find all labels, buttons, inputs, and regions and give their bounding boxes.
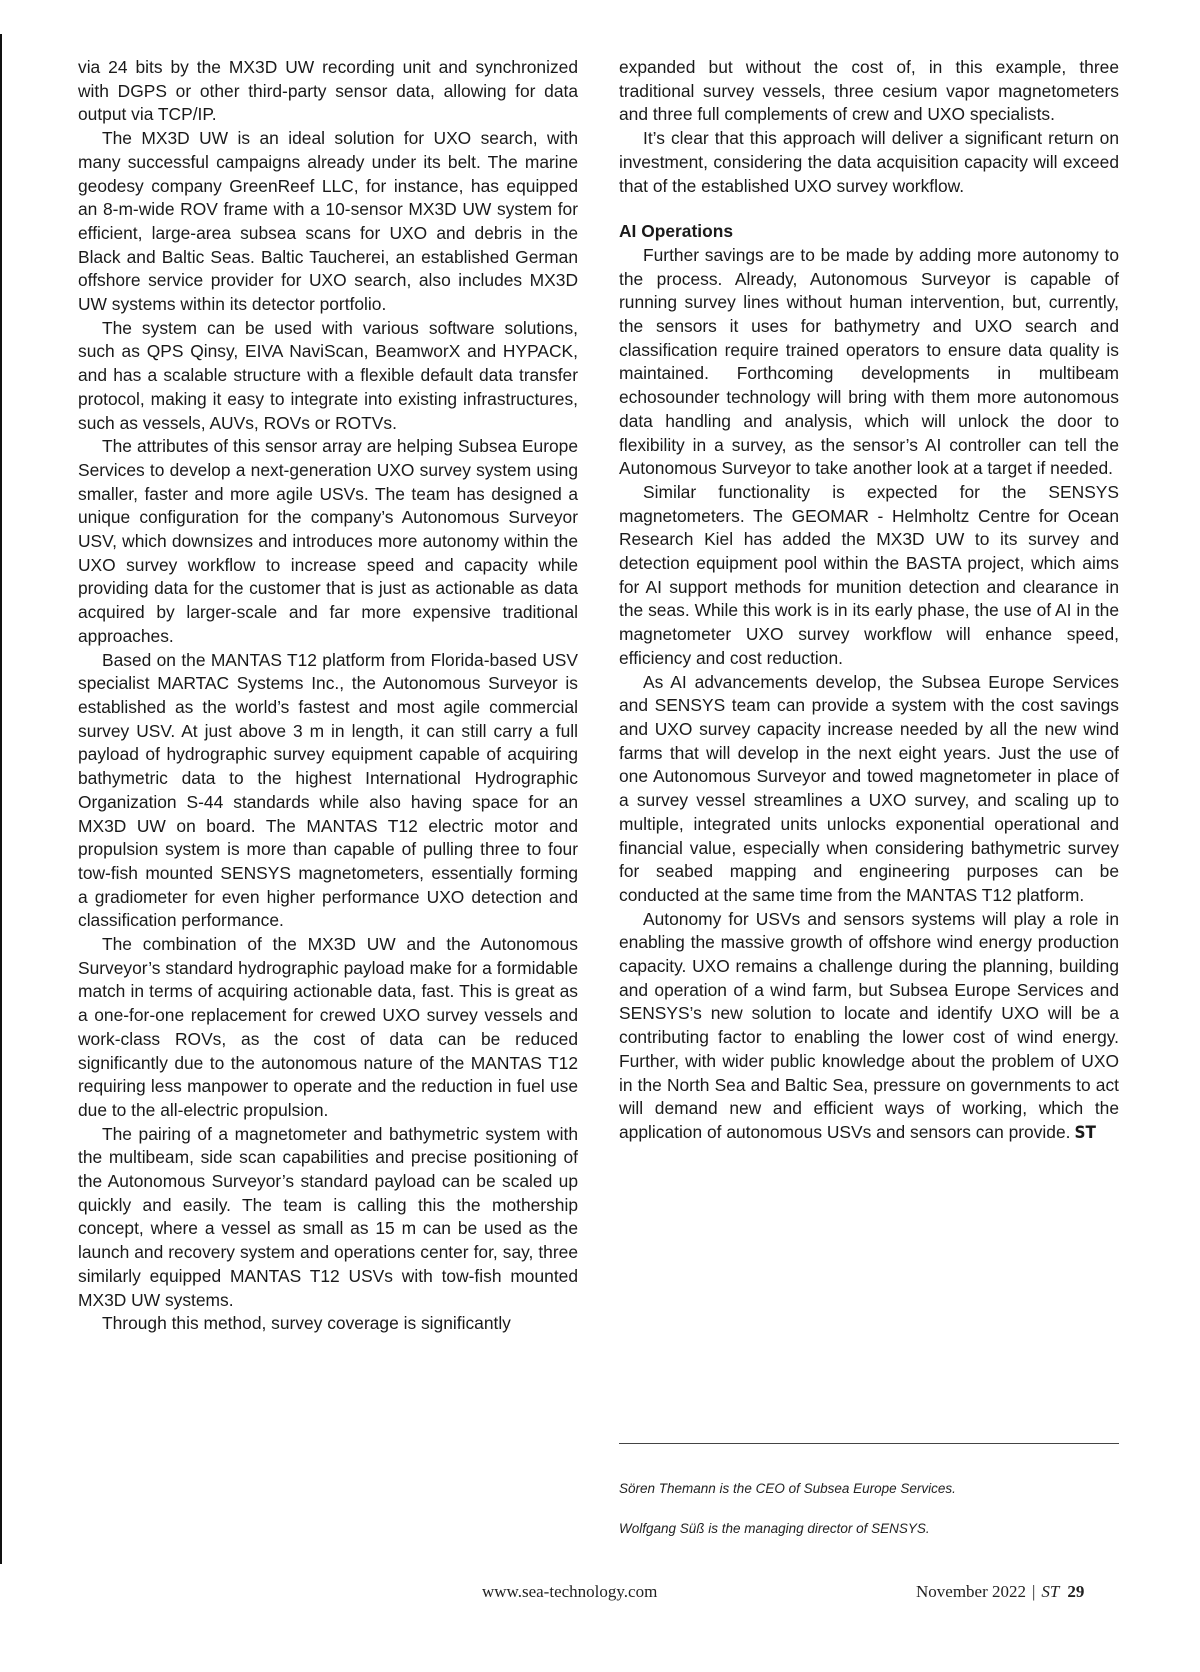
paragraph: The MX3D UW is an ideal solution for UXO search, with many successful campaigns already under its belt. The marine geodesy company GreenReef LLC, for instance, has equipped an 8-m-wide ROV frame with a 10-sensor MX3D UW system for efficient, large-area subsea scans for UXO and debris in the Black and Baltic Seas. Baltic Taucherei, an established German offshore service provider for UXO search, also includes MX3D UW systems within its detector portfolio.: [78, 128, 578, 315]
article-column-left: [78, 56, 578, 1336]
paragraph: As AI advancements develop, the Subsea Europe Services and SENSYS team can provide a system with the cost savings and UXO survey capacity increase needed by all the new wind farms that will develop in the next eight years. Just the use of one Autonomous Surveyor and towed magnetometer in place of a survey vessel streamlines a UXO survey, and scaling up to multiple, integrated units unlocks exponential operational and financial value, especially when considering bathymetric survey for seabed mapping and engineering purposes can be conducted at the same time from the MANTAS T12 platform.: [619, 671, 1119, 905]
footer-magazine: ST: [1041, 1582, 1060, 1601]
article-column-right: [619, 56, 1119, 1146]
author-credit: Wolfgang Süß is the managing director of SENSYS.: [619, 1521, 930, 1536]
footer-issue-date: November 2022: [916, 1582, 1027, 1601]
final-paragraph: [619, 908, 1119, 1146]
paragraph: Based on the MANTAS T12 platform from Florida-based USV specialist MARTAC Systems Inc., the Autonomous Surveyor is established as the world’s fastest and most agile commercial survey USV. At just above 3 m in length, it can still carry a full payload of hydrographic survey equipment capable of acquiring bathymetric data to the highest International Hydrographic Organization S-44 standards while also having space for an MX3D UW on board. The MANTAS T12 electric motor and propulsion system is more than capable of pulling three to four tow-fish mounted SENSYS magnetometers, essentially forming a gradiometer for even higher performance UXO detection and classification performance.: [78, 649, 578, 931]
paragraph: The attributes of this sensor array are helping Subsea Europe Services to develop a next-generation UXO survey system using smaller, faster and more agile USVs. The team has designed a unique configuration for the company’s Autonomous Surveyor USV, which downsizes and introduces more autonomy within the UXO survey workflow to increase speed and capacity while providing data for the customer that is just as actionable as data acquired by larger-scale and far more expensive traditional approaches.: [78, 436, 578, 646]
footer-url: www.sea-technology.com: [482, 1582, 658, 1601]
paragraph: Through this method, survey coverage is significantly: [102, 1313, 511, 1334]
section-heading-ai-operations: AI Operations: [619, 221, 734, 242]
paragraph: The system can be used with various software solutions, such as QPS Qinsy, EIVA NaviScan, BeamworX and HYPACK, and has a scalable structure with a flexible default data transfer protocol, making it easy to integrate into existing infrastructures, such as vessels, AUVs, ROVs or ROTVs.: [78, 317, 578, 433]
paragraph: The pairing of a magnetometer and bathymetric system with the multibeam, side scan capabilities and precise positioning of the Autonomous Surveyor’s standard payload can be scaled up quickly and easily. The team is calling this the mothership concept, where a vessel as small as 15 m can be used as the launch and recovery system and operations center for, say, three similarly equipped MANTAS T12 USVs with tow-fish mounted MX3D UW systems.: [78, 1123, 578, 1310]
paragraph: Similar functionality is expected for the SENSYS magnetometers. The GEOMAR - Helmholtz Centre for Ocean Research Kiel has added the MX3D UW to its survey and detection equipment pool within the BASTA project, which aims for AI support methods for munition detection and clearance in the seas. While this work is in its early phase, the use of AI in the magnetometer UXO survey workflow will enhance speed, efficiency and cost reduction.: [619, 481, 1119, 668]
paragraph: via 24 bits by the MX3D UW recording unit and synchronized with DGPS or other third-party sensor data, allowing for data output via TCP/IP.: [78, 57, 578, 125]
footer-issue-info: [916, 1582, 1084, 1602]
credits-divider: [619, 1443, 1119, 1444]
author-credit: Sören Themann is the CEO of Subsea Europe Services.: [619, 1481, 956, 1496]
paragraph: Further savings are to be made by adding more autonomy to the process. Already, Autonomous Surveyor is capable of running survey lines without human intervention, but, currently, the sensors it uses for bathymetry and UXO search and classification require trained operators to ensure data quality is maintained. Forthcoming developments in multibeam echosounder technology will bring with them more autonomous data handling and analysis, which will unlock the door to flexibility in a survey, as the sensor’s AI controller can tell the Autonomous Surveyor to take another look at a target if needed.: [619, 244, 1119, 479]
footer-separator: |: [1032, 1582, 1036, 1601]
page-number: 29: [1067, 1582, 1085, 1601]
paragraph: It’s clear that this approach will deliver a significant return on investment, considering the data acquisition capacity will exceed that of the established UXO survey workflow.: [619, 128, 1119, 196]
page-edge-rule: [0, 34, 2, 1564]
end-mark-icon: ST: [1074, 1122, 1096, 1143]
paragraph-text: Autonomy for USVs and sensors systems will play a role in enabling the massive growth of offshore wind energy production capacity. UXO remains a challenge during the planning, building and operation of a wind farm, but Subsea Europe Services and SENSYS’s new solution to locate and identify UXO will be a contributing factor to enabling the lower cost of wind energy. Further, with wider public knowledge about the problem of UXO in the North Sea and Baltic Sea, pressure on governments to act will demand new and efficient ways of working, which the application of autonomous USVs and sensors can provide.: [619, 908, 1119, 1142]
paragraph: The combination of the MX3D UW and the Autonomous Surveyor’s standard hydrographic payload make for a formidable match in terms of acquiring actionable data, fast. This is great as a one-for-one replacement for crewed UXO survey vessels and work-class ROVs, as the cost of data can be reduced significantly due to the autonomous nature of the MANTAS T12 requiring less manpower to operate and the reduction in fuel use due to the all-electric propulsion.: [78, 934, 578, 1120]
paragraph: expanded but without the cost of, in this example, three traditional survey vessels, three cesium vapor magnetometers and three full complements of crew and UXO specialists.: [619, 57, 1119, 125]
